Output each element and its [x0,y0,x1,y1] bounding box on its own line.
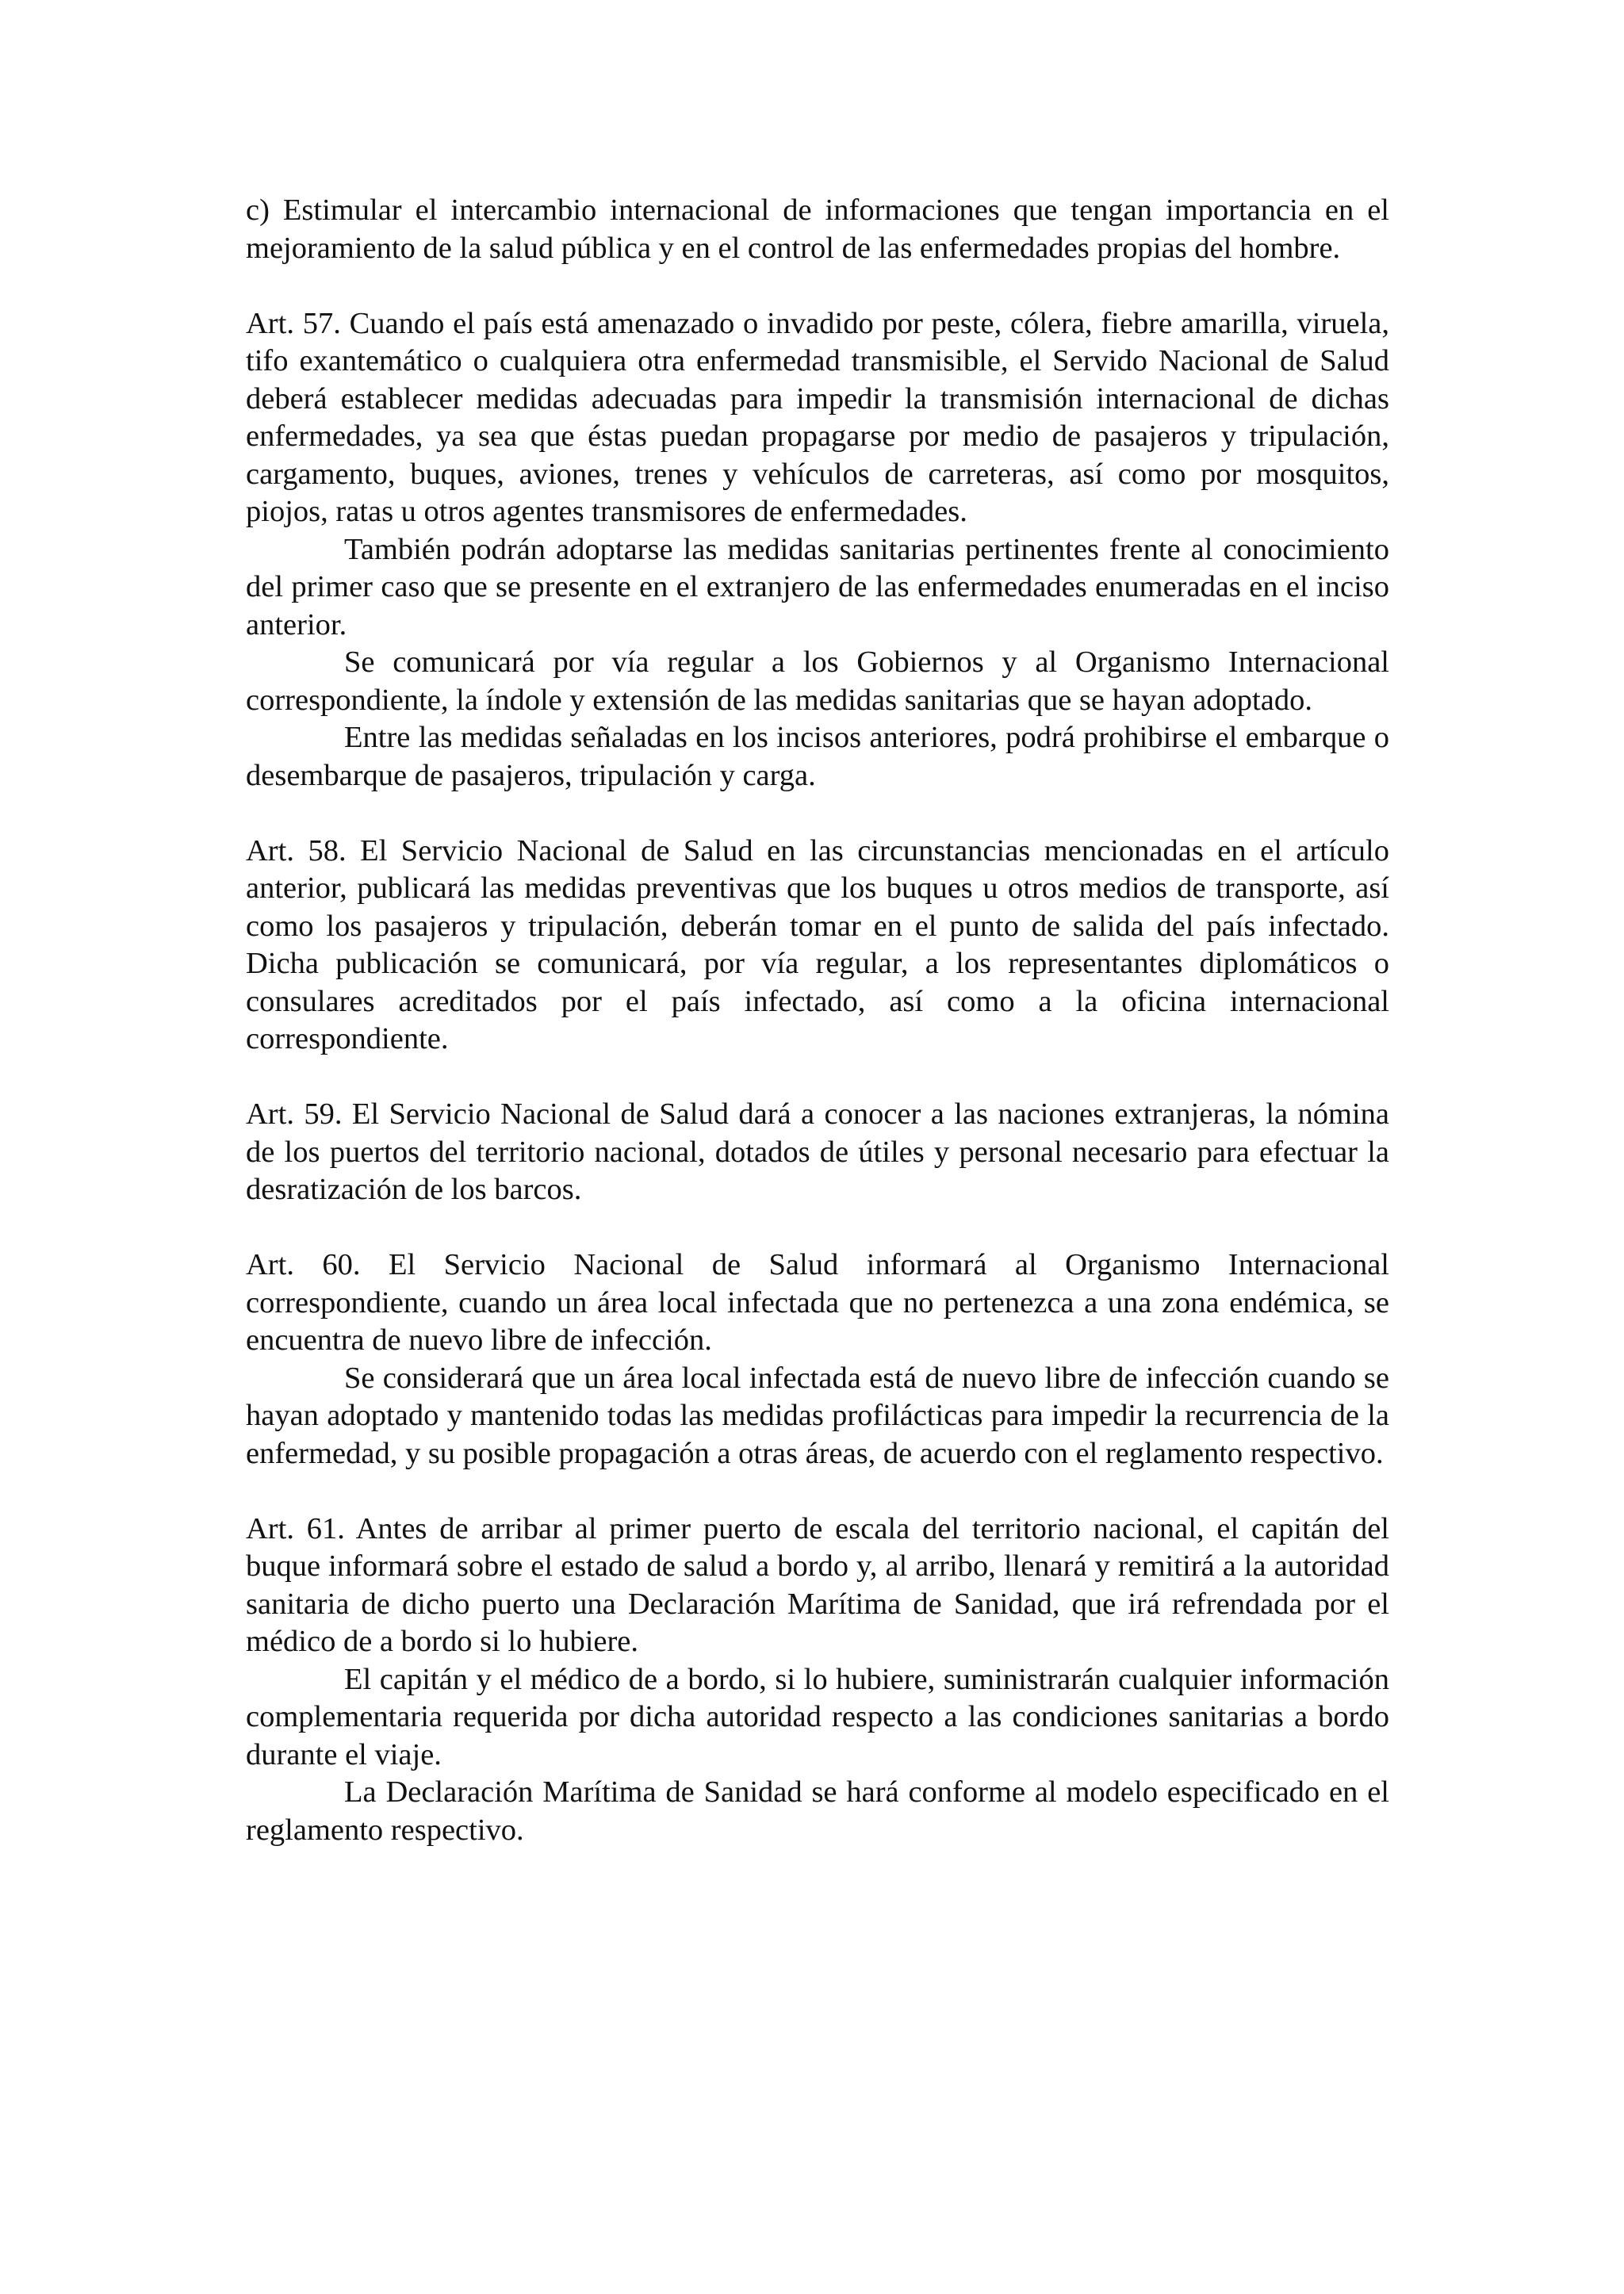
paragraph-gap [246,795,1389,833]
paragraph-gap [246,1473,1389,1511]
paragraph-art-57-inciso-3: Se comunicará por vía regular a los Gobiernos y al Organismo Internacional correspondiente, la índole y extensión de las medidas sanitarias que se hayan adoptado. [246,645,1389,717]
paragraph-inciso-c: c) Estimular el intercambio internacional de informaciones que tengan importancia en el mejoramiento de la salud pública y en el control de las enfermedades propias del hombre. [246,193,1389,265]
paragraph-art-58: Art. 58. El Servicio Nacional de Salud en las circunstancias mencionadas en el artículo anterior, publicará las medidas preventivas que los buques u otros medios de transporte, así como los pasajeros y tripulación, deberán tomar en el punto de salida del país infectado. Dicha publicación se comunicará, por vía regular, a los representantes diplomáticos o consulares acreditados por el país infectado, así como a la oficina internacional correspondiente. [246,833,1389,1055]
paragraph-art-59: Art. 59. El Servicio Nacional de Salud dará a conocer a las naciones extranjeras, la nómina de los puertos del territorio nacional, dotados de útiles y personal necesario para efectuar la desratización de los barcos. [246,1097,1389,1206]
paragraph-art-57: Art. 57. Cuando el país está amenazado o invadido por peste, cólera, fiebre amarilla, viruela, tifo exantemático o cualquiera otra enfermedad transmisible, el Servido Nacional de Salud deberá establecer medidas adecuadas para impedir la transmisión internacional de dichas enfermedades, ya sea que éstas puedan propagarse por medio de pasajeros y tripulación, cargamento, buques, aviones, trenes y vehículos de carreteras, así como por mosquitos, piojos, ratas u otros agentes transmisores de enfermedades. [246,306,1389,528]
paragraph-art-60: Art. 60. El Servicio Nacional de Salud informará al Organismo Internacional correspondiente, cuando un área local infectada que no pertenezca a una zona endémica, se encuentra de nuevo libre de infección. [246,1248,1389,1357]
paragraph-art-61-inciso-3: La Declaración Marítima de Sanidad se hará conforme al modelo especificado en el reglamento respectivo. [246,1775,1389,1847]
document-page [246,192,1389,1849]
paragraph-art-61: Art. 61. Antes de arribar al primer puerto de escala del territorio nacional, el capitán del buque informará sobre el estado de salud a bordo y, al arribo, llenará y remitirá a la autoridad sanitaria de dicho puerto una Declaración Marítima de Sanidad, que irá refrendada por el médico de a bordo si lo hubiere. [246,1511,1389,1658]
paragraph-gap [246,267,1389,305]
paragraph-gap [246,1059,1389,1097]
paragraph-art-61-inciso-2: El capitán y el médico de a bordo, si lo hubiere, suministrarán cualquier información complementaria requerida por dicha autoridad respecto a las condiciones sanitarias a bordo durante el viaje. [246,1662,1389,1771]
paragraph-art-57-inciso-4: Entre las medidas señaladas en los incisos anteriores, podrá prohibirse el embarque o desembarque de pasajeros, tripulación y carga. [246,721,1389,792]
paragraph-art-60-inciso-2: Se considerará que un área local infectada está de nuevo libre de infección cuando se hayan adoptado y mantenido todas las medidas profilácticas para impedir la recurrencia de la enfermedad, y su posible propagación a otras áreas, de acuerdo con el reglamento respectivo. [246,1361,1389,1470]
paragraph-gap [246,1209,1389,1247]
paragraph-art-57-inciso-2: También podrán adoptarse las medidas sanitarias pertinentes frente al conocimiento del primer caso que se presente en el extranjero de las enfermedades enumeradas en el inciso anterior. [246,532,1389,641]
